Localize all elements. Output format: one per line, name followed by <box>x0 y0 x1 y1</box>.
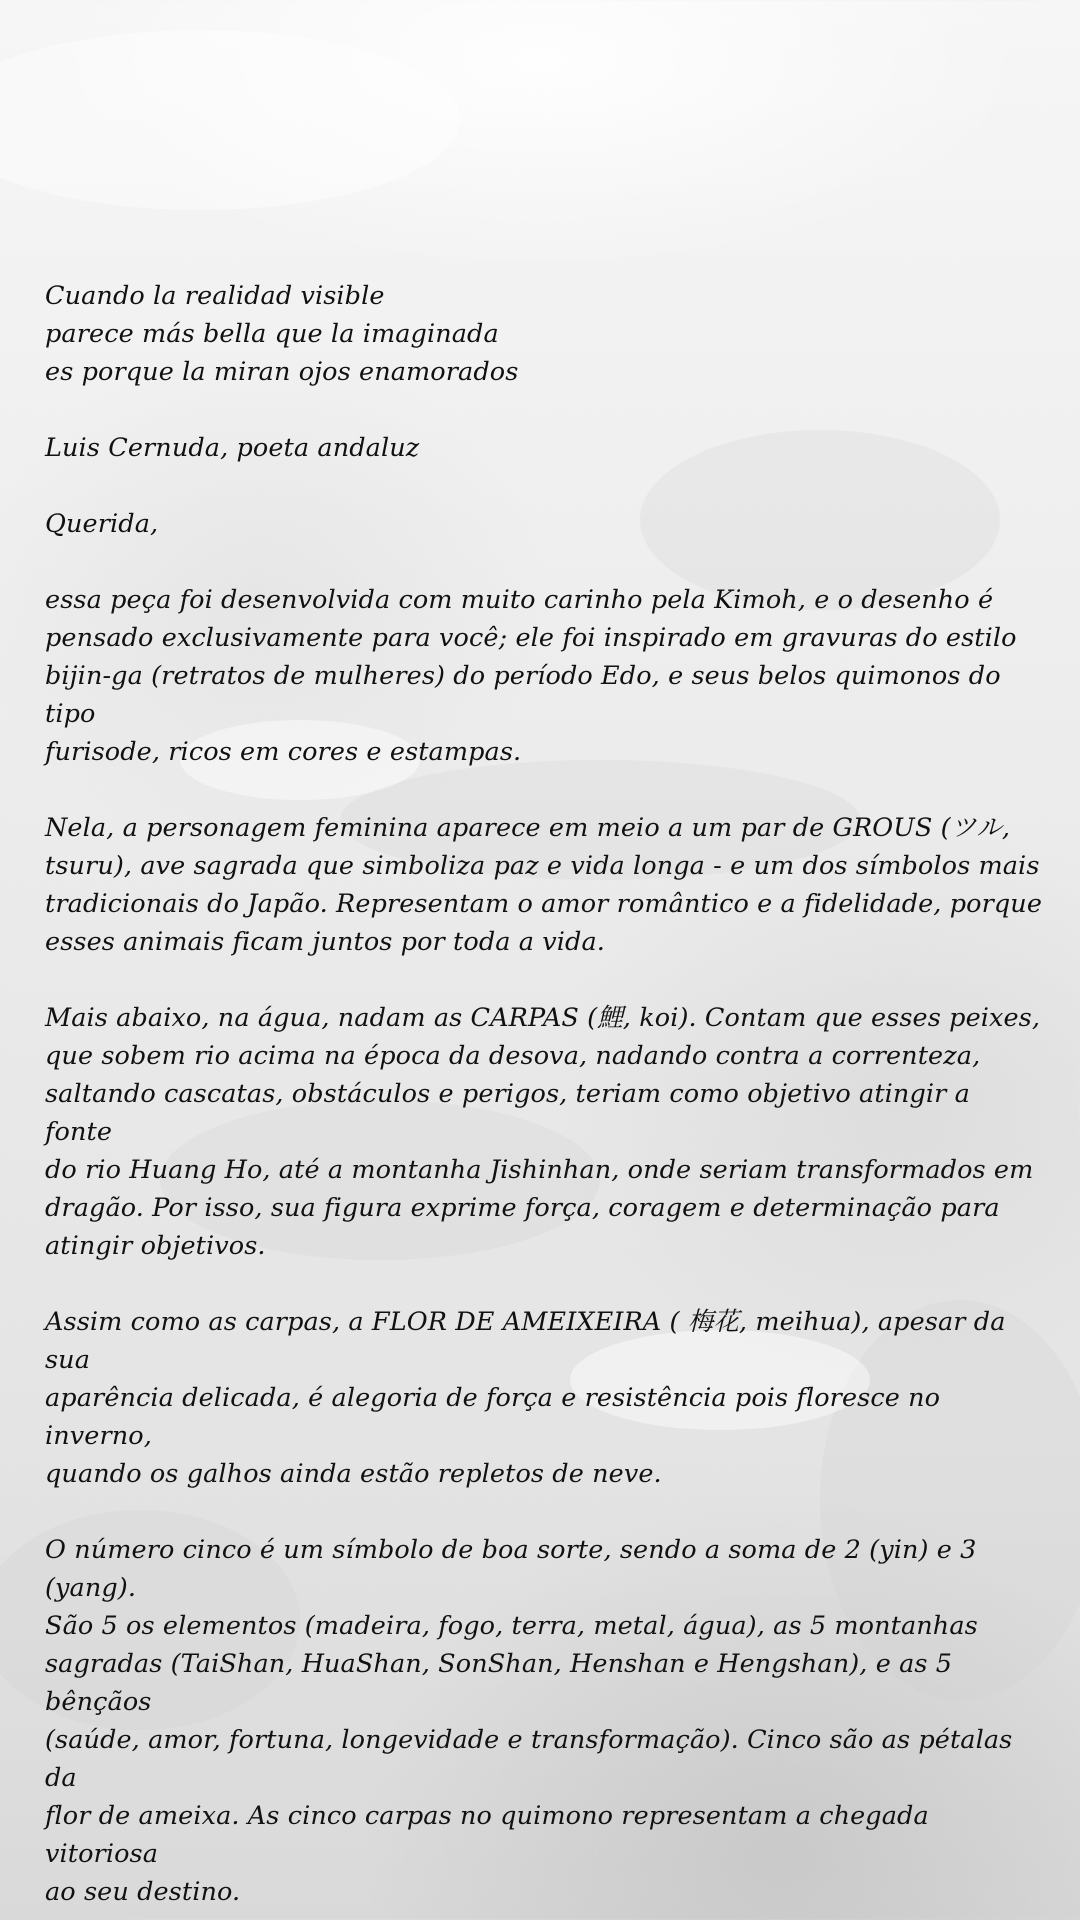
paragraph-cranes: Nela, a personagem feminina aparece em meio a um par de GROUS (ツル, tsuru), ave sagrada que simboliza paz e vida longa - e um dos símbolos mais tradicionais do Japão. Representam o amor romântico e a fidelidade, porque esses animais ficam juntos por toda a vida. <box>45 813 1043 957</box>
epigraph-line: Cuando la realidad visible <box>45 281 385 311</box>
paragraph-number-five: O número cinco é um símbolo de boa sorte, sendo a soma de 2 (yin) e 3 (yang). São 5 os elementos (madeira, fogo, terra, metal, água), as 5 montanhas sagradas (TaiShan, HuaShan, SonShan, Henshan e Hengshan), e as 5 bênçãos (saúde, amor, fortuna, longevidade e transformação). Cinco são as pétalas da flor de ameixa. As cinco carpas no quimono representam a chegada vitoriosa ao seu destino. <box>45 1535 1013 1907</box>
letter-text <box>45 277 1045 1920</box>
epigraph-attribution: Luis Cernuda, poeta andaluz <box>45 433 420 463</box>
paragraph-plum-blossom: Assim como as carpas, a FLOR DE AMEIXEIRA ( 梅花, meihua), apesar da sua aparência delicada, é alegoria de força e resistência pois floresce no inverno, quando os galhos ainda estão repletos de neve. <box>45 1307 1006 1489</box>
paragraph-carps: Mais abaixo, na água, nadam as CARPAS (鯉, koi). Contam que esses peixes, que sobem rio acima na época da desova, nadando contra a correnteza, saltando cascatas, obstáculos e perigos, teriam como objetivo atingir a fonte do rio Huang Ho, até a montanha Jishinhan, onde seriam transformados em dragão. Por isso, sua figura exprime força, coragem e determinação para atingir objetivos. <box>45 1003 1041 1261</box>
epigraph-line: es porque la miran ojos enamorados <box>45 357 519 387</box>
epigraph-line: parece más bella que la imaginada <box>45 319 499 349</box>
greeting: Querida, <box>45 509 159 539</box>
epigraph <box>45 277 1045 391</box>
paragraph-design: essa peça foi desenvolvida com muito carinho pela Kimoh, e o desenho é pensado exclusivamente para você; ele foi inspirado em gravuras do estilo bijin-ga (retratos de mulheres) do período Edo, e seus belos quimonos do tipo furisode, ricos em cores e estampas. <box>45 585 1017 767</box>
